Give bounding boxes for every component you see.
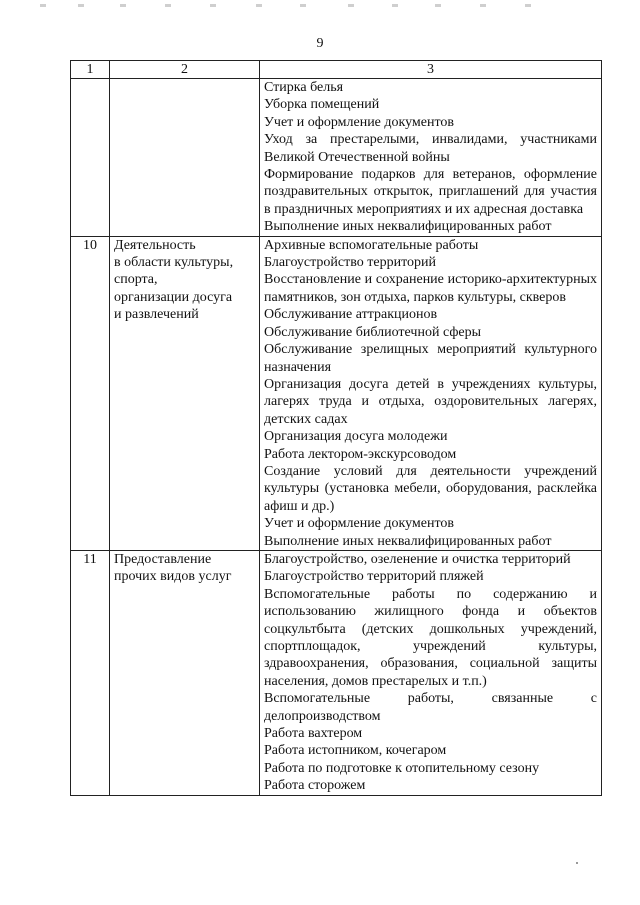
work-type-entry: Стирка белья: [264, 80, 344, 95]
work-type-entry: Работа лектором-экскурсоводом: [264, 446, 457, 462]
work-type-entry: Обслуживание аттракционов: [264, 307, 438, 323]
activity-category-cell: [110, 550, 260, 795]
work-type-entry: Выполнение иных неквалифицированных работ: [264, 533, 552, 549]
work-types-cell: [260, 79, 602, 237]
work-type-entry: Работа вахтером: [264, 726, 363, 742]
work-type-entry: Восстановление и сохранение историко-архитектурных памятников, зон отдыха, парков культуры, скверов: [264, 272, 597, 305]
table-row: [71, 79, 602, 237]
category-line: спорта,: [114, 272, 158, 288]
row-number-cell: [71, 79, 110, 237]
work-type-entry: Уход за престарелыми, инвалидами, участниками Великой Отечественной войны: [264, 132, 597, 165]
work-types-cell: [260, 236, 602, 550]
scan-noise-strip: [30, 4, 610, 10]
work-type-entry: Работа сторожем: [264, 778, 366, 794]
work-type-entry: Уборка помещений: [264, 97, 380, 113]
work-type-entry: Обслуживание зрелищных мероприятий культурного назначения: [264, 342, 597, 375]
document-table: [70, 60, 602, 796]
row-number-cell: 11: [71, 550, 110, 795]
work-type-entry: Организация досуга детей в учреждениях культуры, лагерях труда и отдыха, оздоровительных лагерях, детских садах: [264, 376, 597, 427]
header-cell-1: 1: [71, 61, 110, 79]
work-type-entry: Архивные вспомогательные работы: [264, 237, 479, 253]
category-line: Деятельность: [114, 237, 196, 253]
work-type-entry: Формирование подарков для ветеранов, оформление поздравительных открыток, приглашений для участия в праздничных мероприятиях и их адресная доставка: [264, 167, 597, 217]
work-type-entry: Выполнение иных неквалифицированных работ: [264, 219, 552, 235]
work-type-entry: Работа по подготовке к отопительному сезону: [264, 760, 540, 776]
category-line: Предоставление: [114, 551, 212, 567]
scan-speck: [576, 862, 578, 864]
work-type-entry: Организация досуга молодежи: [264, 429, 448, 445]
table-row: [71, 550, 602, 795]
category-line: прочих видов услуг: [114, 569, 232, 585]
header-cell-3: 3: [260, 61, 602, 79]
category-line: в области культуры,: [114, 255, 234, 271]
table-header-row: [71, 61, 602, 79]
work-types-cell: [260, 550, 602, 795]
work-type-entry: Благоустройство территорий: [264, 255, 436, 271]
category-line: организации досуга: [114, 289, 233, 305]
page-number: 9: [316, 36, 324, 51]
work-type-entry: Учет и оформление документов: [264, 516, 455, 532]
work-type-entry: Благоустройство, озеленение и очистка территорий: [264, 551, 571, 567]
work-type-entry: Создание условий для деятельности учреждений культуры (установка мебели, оборудования, расклейка афиш и др.): [264, 463, 597, 514]
work-type-entry: Благоустройство территорий пляжей: [264, 569, 484, 585]
activity-category-cell: [110, 236, 260, 550]
activity-category-cell: [110, 79, 260, 237]
table-row: [71, 236, 602, 550]
work-type-entry: Работа истопником, кочегаром: [264, 743, 447, 759]
work-type-entry: Вспомогательные работы по содержанию и использованию жилищного фонда и объектов соцкультбыта (детских дошкольных учреждений, спортплощадок, учреждений культуры, здравоохранения, образования, социальной защиты населения, домов престарелых и т.п.): [264, 586, 597, 689]
row-number-cell: 10: [71, 236, 110, 550]
work-type-entry: Вспомогательные работы, связанные с делопроизводством: [264, 691, 597, 724]
header-cell-2: 2: [110, 61, 260, 79]
work-type-entry: Учет и оформление документов: [264, 114, 455, 130]
category-line: и развлечений: [114, 307, 199, 323]
work-type-entry: Обслуживание библиотечной сферы: [264, 324, 482, 340]
